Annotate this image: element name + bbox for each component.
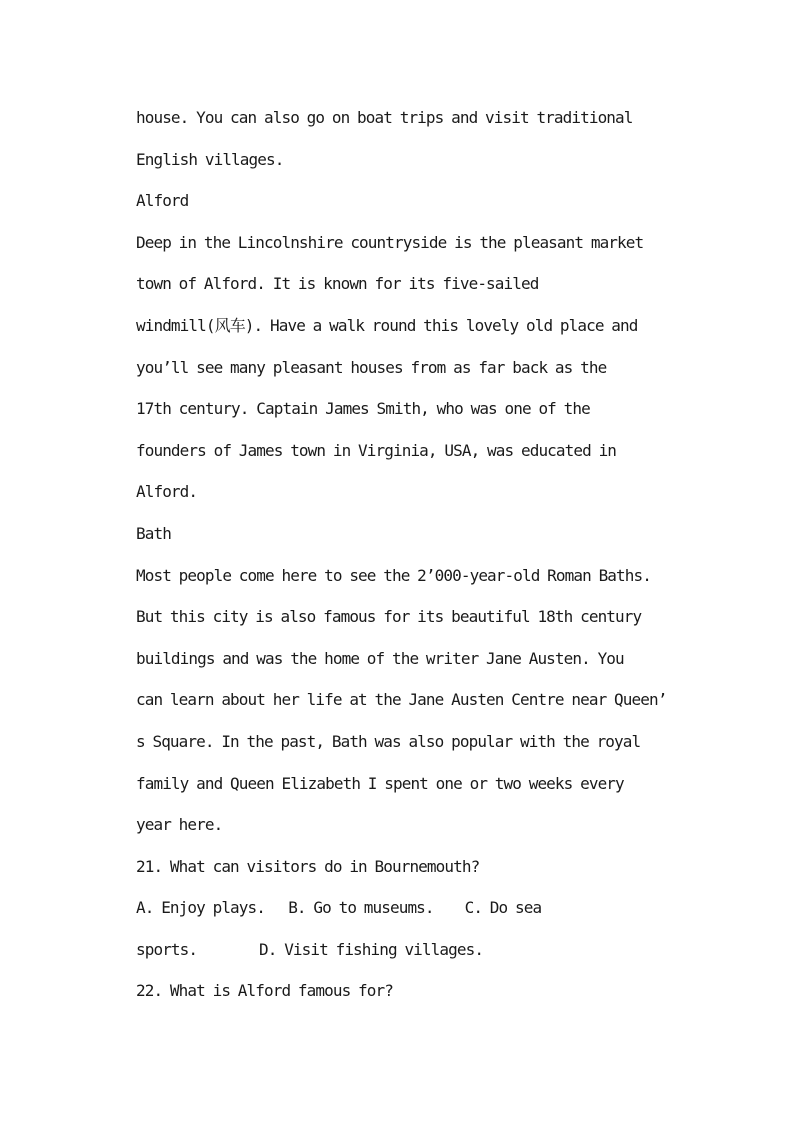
text-line: s Square. In the past, Bath was also popular with the royal xyxy=(136,731,641,751)
text-line: founders of James town in Virginia, USA, was educated in xyxy=(136,440,617,460)
text-line: buildings and was the home of the writer Jane Austen. You xyxy=(136,648,624,668)
question-22: 22. What is Alford famous for? xyxy=(136,981,393,1001)
text-line: you’ll see many pleasant houses from as far back as the xyxy=(136,357,607,377)
section-heading-alford: Alford xyxy=(136,191,189,211)
question-21: 21. What can visitors do in Bournemouth? xyxy=(136,856,480,876)
text-line: year here. xyxy=(136,815,223,835)
text-line: Alford. xyxy=(136,482,198,502)
text-line: 17th century. Captain James Smith, who was one of the xyxy=(136,399,590,419)
document-body xyxy=(136,97,696,1012)
text-line: windmill(风车). Have a walk round this lovely old place and xyxy=(136,315,638,335)
question-21-options: A. Enjoy plays. B. Go to museums. C. Do sea xyxy=(136,898,542,918)
text-line: house. You can also go on boat trips and visit traditional xyxy=(136,108,633,127)
section-heading-bath: Bath xyxy=(136,523,171,543)
question-21-options: sports. D. Visit fishing villages. xyxy=(136,939,484,959)
text-line: Deep in the Lincolnshire countryside is the pleasant market xyxy=(136,232,644,252)
text-line: family and Queen Elizabeth I spent one or two weeks every xyxy=(136,773,624,793)
text-line: English villages. xyxy=(136,149,284,169)
text-line: Most people come here to see the 2’000-year-old Roman Baths. xyxy=(136,565,651,585)
text-line: town of Alford. It is known for its five-sailed xyxy=(136,274,539,294)
text-line: can learn about her life at the Jane Austen Centre near Queen’ xyxy=(136,690,667,710)
text-line: But this city is also famous for its beautiful 18th century xyxy=(136,607,642,627)
